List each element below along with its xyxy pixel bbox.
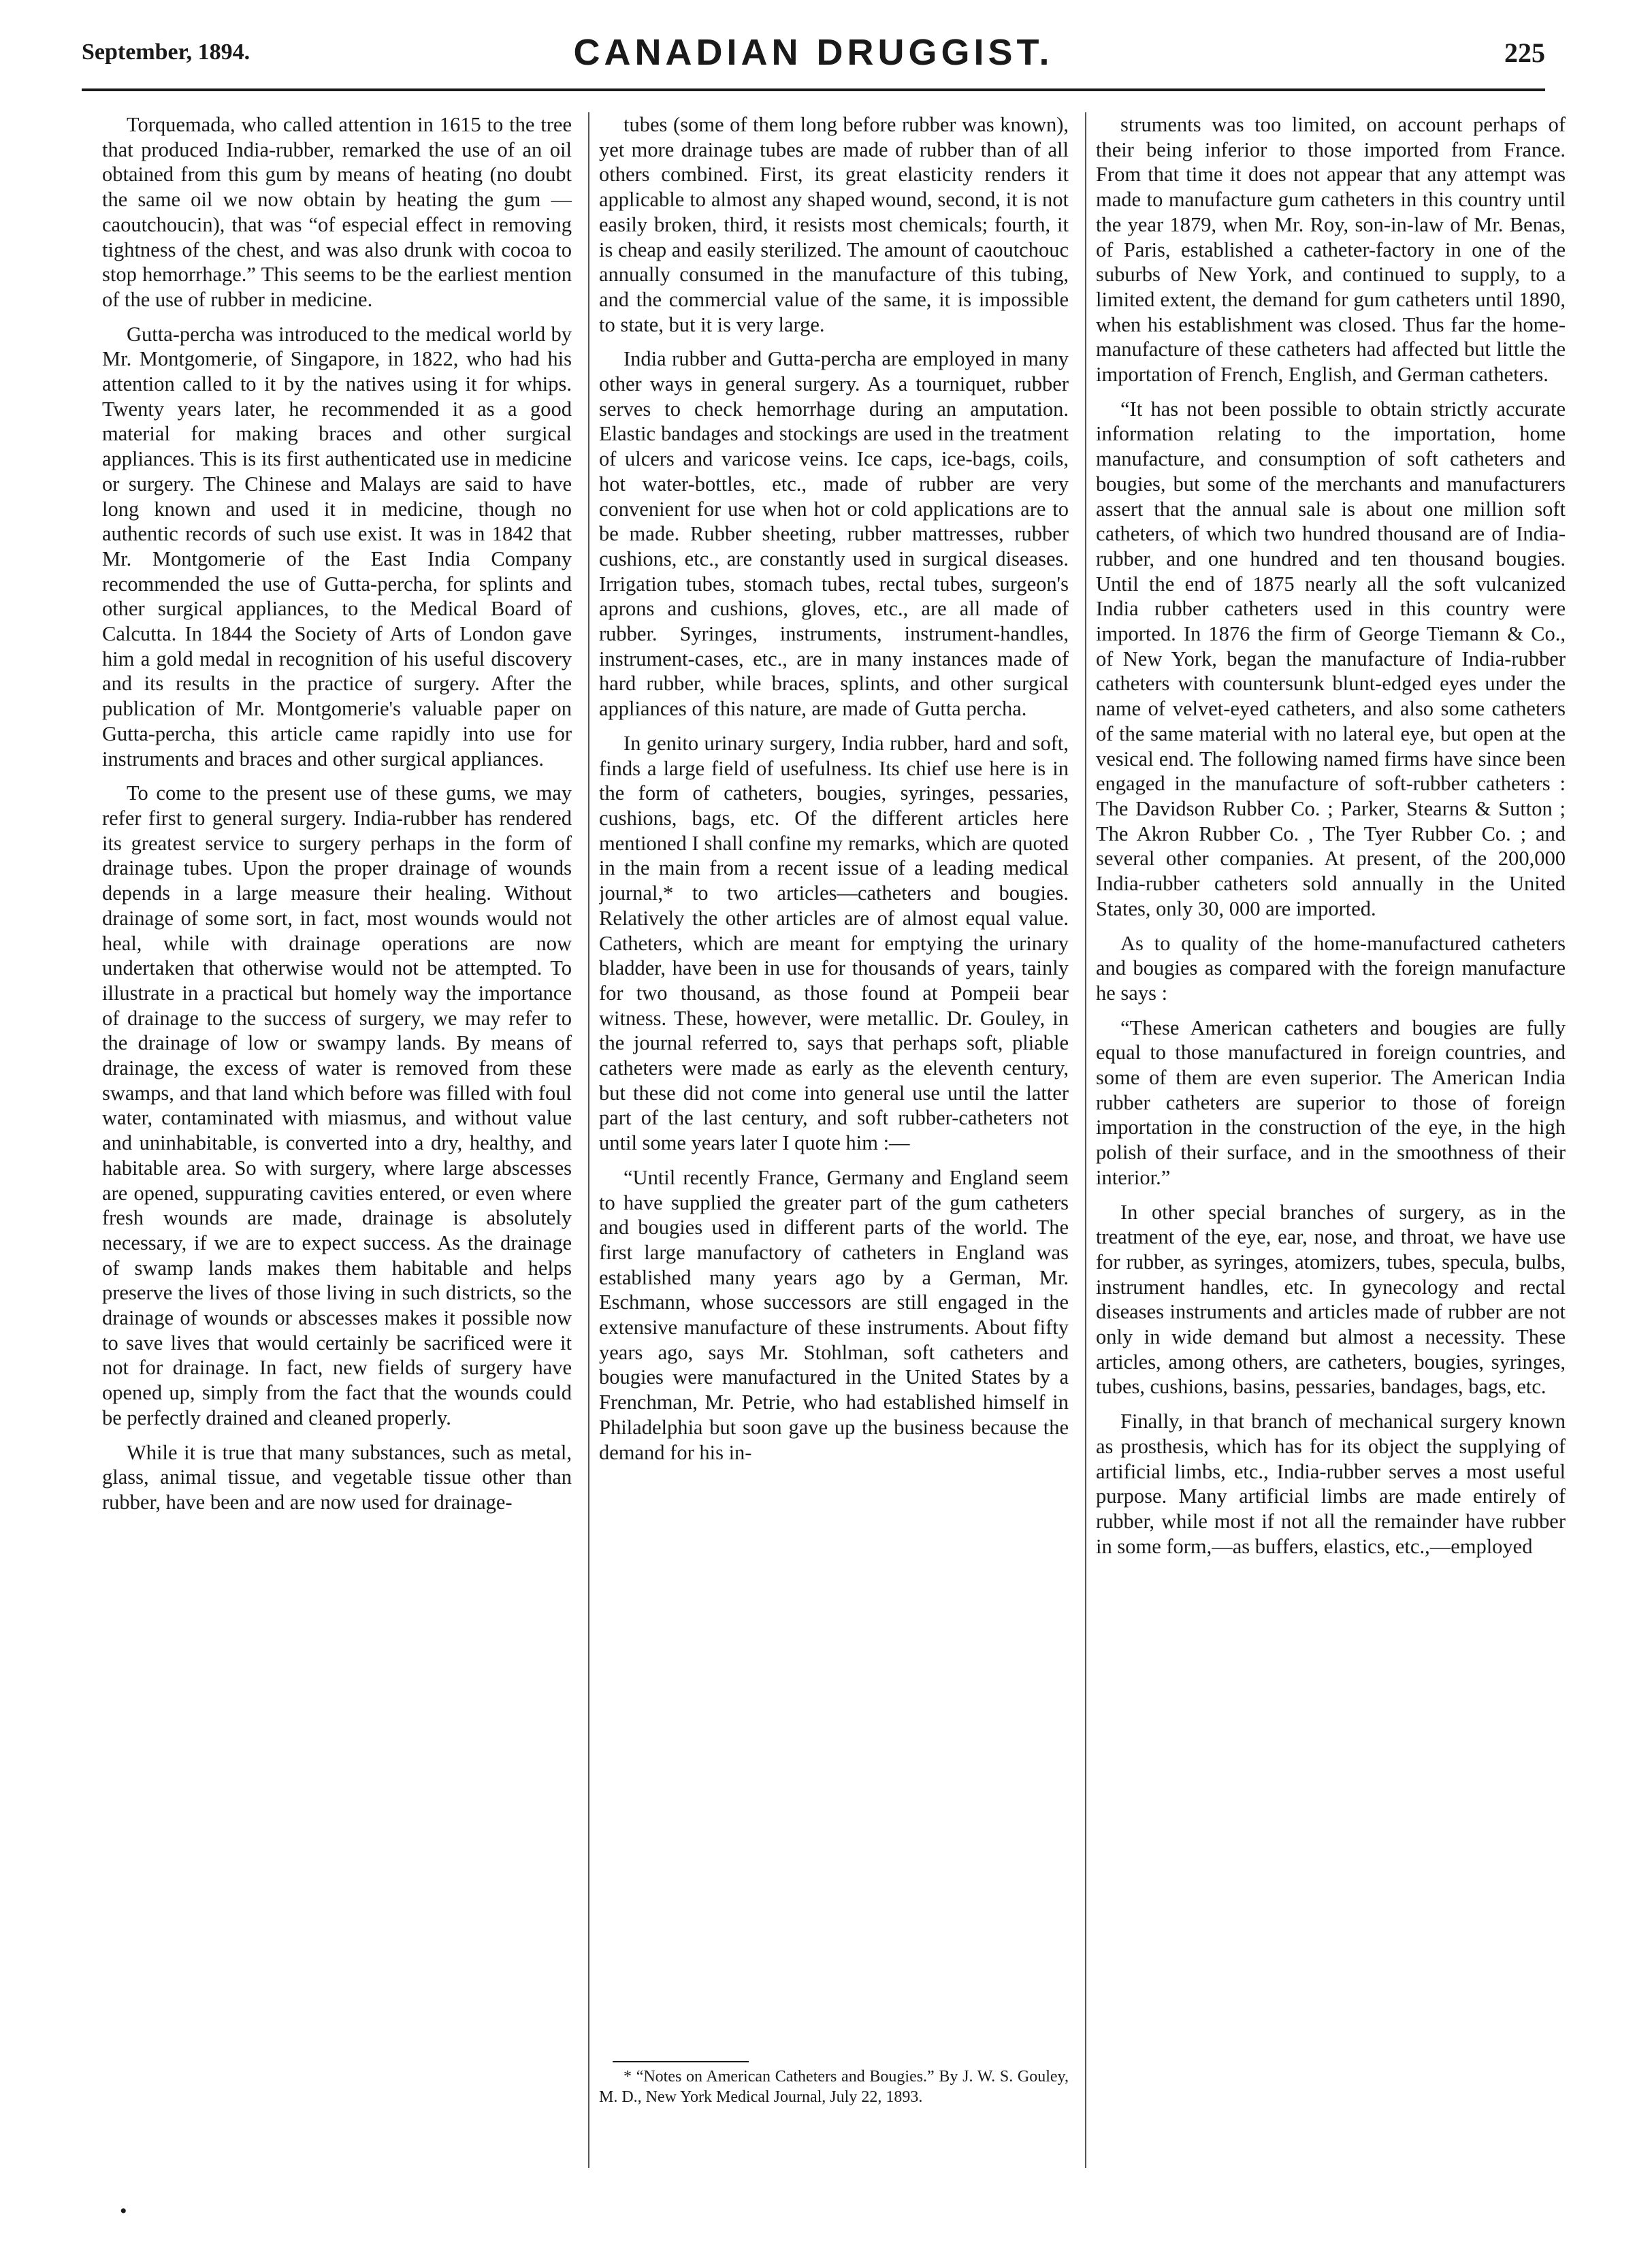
column-divider <box>588 112 589 2168</box>
column-3 <box>1096 112 1566 2154</box>
paragraph: While it is true that many substances, such as metal, glass, animal tissue, and vegetable tissue other than rubber, have been and are now used for drainage- <box>102 1440 572 1514</box>
paragraph: Gutta-percha was introduced to the medical world by Mr. Montgomerie, of Singapore, in 1822, who had his attention called to it by the natives using it for whips. Twenty years later, he recommended it as a good material for making braces and other surgical appliances. This is its first authenticated use in medicine or surgery. The Chinese and Malays are said to have long known and used it in medicine, though no authentic records of such use exist. It was in 1842 that Mr. Montgomerie of the East India Company recommended the use of Gutta-percha, for splints and other surgical appliances, to the Medical Board of Calcutta. In 1844 the Society of Arts of London gave him a gold medal in recognition of his useful discovery and its results in the practice of surgery. After the publication of Mr. Montgomerie's valuable paper on Gutta-percha, this article came rapidly into use for instruments and braces and other surgical appliances. <box>102 322 572 770</box>
paragraph: struments was too limited, on account perhaps of their being inferior to those imported from France. From that time it does not appear that any attempt was made to manufacture gum catheters in this country until the year 1879, when Mr. Roy, son-in-law of Mr. Benas, of Paris, established a catheter-factory in one of the suburbs of New York, and continued to supply, to a limited extent, the demand for gum catheters until 1890, when his establishment was closed. Thus far the home-manufacture of these catheters had affected but little the importation of French, English, and German catheters. <box>1096 113 1566 387</box>
quoted-paragraph: “It has not been possible to obtain strictly accurate information relating to the importation, home manufacture, and consumption of soft catheters and bougies, but some of the merchants and manufacturers assert that the annual sale is about one million soft catheters, of which two hundred thousand are of India-rubber, and one hundred and ten thousand bougies. Until the end of 1875 nearly all the soft vulcanized India rubber catheters used in this country were imported. In 1876 the firm of George Tiemann & Co., of New York, began the manufacture of India-rubber catheters with countersunk blunt-edged eyes under the name of velvet-eyed catheters, and also some catheters of the same material with no lateral eye, but open at the vesical end. The following named firms have since been engaged in the manufacture of soft-rubber catheters : The Davidson Rubber Co. ; Parker, Stearns & Sutton ; The Akron Rubber Co. , The Tyer Rubber Co. ; and several other companies. At present, of the 200,000 India-rubber catheters sold annually in the United States, only 30, 000 are imported. <box>1096 397 1566 920</box>
footnote: * “Notes on American Catheters and Bougies.” By J. W. S. Gouley, M. D., New York Medical Journal, July 22, 1893. <box>599 2068 1069 2106</box>
column-divider <box>1085 112 1086 2168</box>
quoted-paragraph: “These American catheters and bougies are fully equal to those manufactured in foreign countries, and some of them are even superior. The American India rubber catheters are superior to those of foreign importation in the construction of the eye, in the high polish of their surface, and in the smoothness of their interior.” <box>1096 1016 1566 1189</box>
paragraph: tubes (some of them long before rubber was known), yet more drainage tubes are made of rubber than of all others combined. First, its great elasticity renders it applicable to almost any shaped wound, second, it is not easily broken, third, it resists most chemicals; fourth, it is cheap and easily sterilized. The amount of caoutchouc annually consumed in the manufacture of this tubing, and the commercial value of the same, it is impossible to state, but it is very large. <box>599 113 1069 336</box>
quoted-paragraph: “Until recently France, Germany and England seem to have supplied the greater part of the gum catheters and bougies used in different parts of the world. The first large manufactory of catheters in England was established many years ago by a German, Mr. Eschmann, whose successors are still engaged in the extensive manufacture of these instruments. About fifty years ago, says Mr. Stohlman, soft catheters and bougies were manufactured in the United States by a Frenchman, Mr. Petrie, who had established himself in Philadelphia but soon gave up the business because the demand for his in- <box>599 1165 1069 1464</box>
footnote-rule <box>613 2061 749 2062</box>
paragraph: India rubber and Gutta-percha are employed in many other ways in general surgery. As a tourniquet, rubber serves to check hemorrhage during an amputation. Elastic bandages and stockings are used in the treatment of ulcers and varicose veins. Ice caps, ice-bags, coils, hot water-bottles, etc., made of rubber are very convenient for use when hot or cold applications are to be made. Rubber sheeting, rubber mattresses, rubber cushions, etc., are constantly used in surgical diseases. Irrigation tubes, stomach tubes, rectal tubes, surgeon's aprons and cushions, gloves, etc., are all made of rubber. Syringes, instruments, instrument-handles, instrument-cases, etc., are in many instances made of hard rubber, while braces, splints, and other surgical appliances of this nature, are made of Gutta percha. <box>599 347 1069 721</box>
paragraph: Finally, in that branch of mechanical surgery known as prosthesis, which has for its object the supplying of artificial limbs, etc., India-rubber serves a most useful purpose. Many artificial limbs are made entirely of rubber, while most if not all the remainder have rubber in some form,—as buffers, elastics, etc.,—employed <box>1096 1410 1566 1558</box>
page-number: 225 <box>1504 37 1545 68</box>
issue-date: September, 1894. <box>82 39 250 65</box>
paragraph: To come to the present use of these gums, we may refer first to general surgery. India-rubber has rendered its greatest service to surgery perhaps in the form of drainage tubes. Upon the proper drainage of wounds depends in a large measure their healing. Without drainage of some sort, in fact, most wounds would not heal, while with drainage operations are now undertaken that otherwise would not be attempted. To illustrate in a practical but homely way the importance of drainage to the success of surgery, we may refer to the drainage of low or swampy lands. By means of drainage, the excess of water is removed from these swamps, and that land which before was filled with foul water, contaminated with miasmus, and without value and uninhabitable, is converted into a dry, healthy, and habitable area. So with surgery, where large abscesses are opened, suppurating cavities entered, or even where fresh wounds are made, drainage is absolutely necessary, if we are to expect success. As the drainage of swamp lands makes them habitable and helps preserve the lives of those living in such districts, so the drainage of wounds or abscesses makes it possible now to save lives that would certainly be sacrificed were it not for drainage. In fact, new fields of surgery have opened up, simply from the fact that the wounds could be perfectly drained and cleaned properly. <box>102 781 572 1429</box>
paragraph: In genito urinary surgery, India rubber, hard and soft, finds a large field of usefulness. Its chief use here is in the form of catheters, bougies, syringes, pessaries, cushions, bags, etc. Of the different articles here mentioned I shall confine my remarks, which are quoted in the main from a recent issue of a leading medical journal,* to two articles—catheters and bougies. Relatively the other articles are of almost equal value. Catheters, which are meant for emptying the urinary bladder, have been in use for thousands of years, tainly for two thousand, as those found at Pompeii bear witness. These, however, were metallic. Dr. Gouley, in the journal referred to, says that perhaps soft, pliable catheters were made as early as the eleventh century, but these did not come into general use until the latter part of the last century, and soft rubber-catheters not until some years later I quote him :— <box>599 731 1069 1155</box>
margin-mark: • <box>120 2200 127 2222</box>
header-rule <box>82 88 1545 91</box>
publication-title: CANADIAN DRUGGIST. <box>573 32 1054 73</box>
page-header <box>82 27 1545 82</box>
paragraph: In other special branches of surgery, as in the treatment of the eye, ear, nose, and throat, we have use for rubber, as syringes, atomizers, tubes, specula, bulbs, instrument handles, etc. In gynecology and rectal diseases instruments and articles made of rubber are not only in wide demand but almost a necessity. These articles, among others, are catheters, bougies, syringes, tubes, cushions, basins, pessaries, bandages, bags, etc. <box>1096 1200 1566 1399</box>
column-2 <box>599 112 1069 2052</box>
paragraph: As to quality of the home-manufactured catheters and bougies as compared with the foreign manufacture he says : <box>1096 931 1566 1005</box>
column-1 <box>102 112 572 2154</box>
paragraph: Torquemada, who called attention in 1615 to the tree that produced India-rubber, remarked the use of an oil obtained from this gum by means of heating (no doubt the same oil we now obtain by heating the gum — caoutchoucin), that was “of especial effect in removing tightness of the chest, and was also drunk with cocoa to stop hemorrhage.” This seems to be the earliest mention of the use of rubber in medicine. <box>102 113 572 311</box>
